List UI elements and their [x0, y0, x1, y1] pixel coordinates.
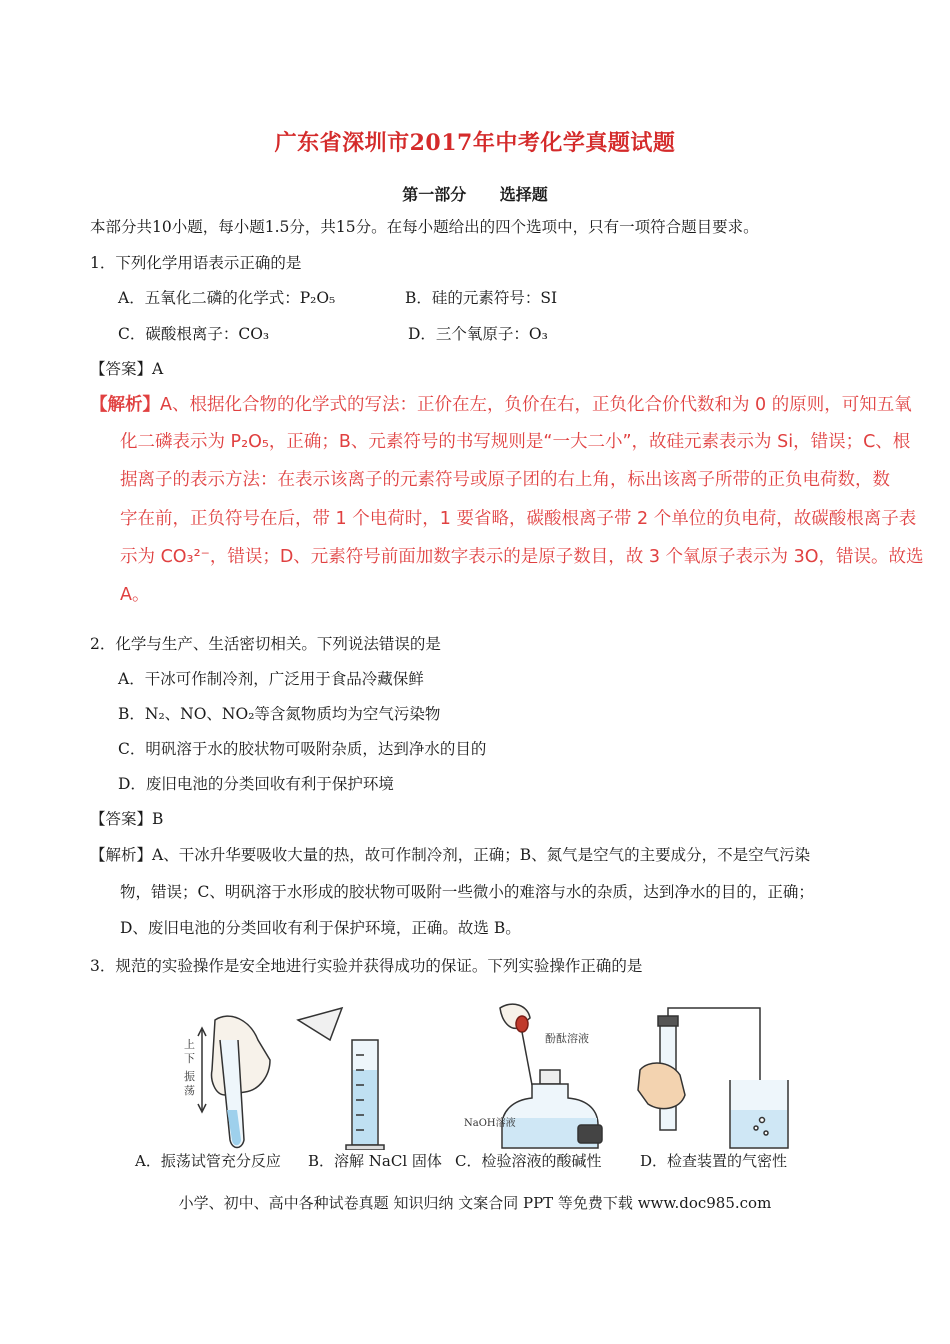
airtight-check-illustration [638, 1008, 788, 1148]
section-heading [0, 182, 950, 205]
q2-answer: 【答案】B [90, 810, 164, 828]
q2-stem: 2．化学与生产、生活密切相关。下列说法错误的是 [90, 635, 441, 653]
q3-figure [120, 1000, 820, 1185]
caption-d: D．检查装置的气密性 [640, 1152, 788, 1170]
shake-label-1: 上 [184, 1038, 195, 1051]
lab-illustrations [120, 1000, 820, 1150]
caption-c: C．检验溶液的酸碱性 [455, 1152, 602, 1170]
q1-analysis-line-2: 化二磷表示为 P₂O₅，正确；B、元素符号的书写规则是“一大二小”，故硅元素表示为 Si，错误；C、根 [120, 432, 911, 452]
q2-analysis-line-1: 【解析】A、干冰升华要吸收大量的热，故可作制冷剂，正确；B、氮气是空气的主要成分，不是空气污染 [90, 846, 811, 864]
q3-stem: 3．规范的实验操作是安全地进行实验并获得成功的保证。下列实验操作正确的是 [90, 957, 643, 975]
caption-b: B．溶解 NaCl 固体 [308, 1152, 442, 1170]
page-title: 广东省深圳市2017年中考化学真题试题 [274, 130, 676, 156]
phenolphthalein-label: 酚酞溶液 [545, 1032, 589, 1045]
q1-option-b: B．硅的元素符号：SI [405, 289, 558, 307]
q1-option-a: A．五氧化二磷的化学式：P₂O₅ [118, 289, 336, 307]
q1-analysis-line-1 [90, 391, 912, 416]
shake-label-2: 下 [184, 1052, 195, 1065]
shake-tube-illustration [198, 1016, 270, 1147]
q2-option-b: B．N₂、NO、NO₂等含氮物质均为空气污染物 [118, 705, 441, 723]
q1-analysis-line-4: 字在前，正负符号在后，带 1 个电荷时，1 要省略，碳酸根离子带 2 个单位的负电荷，故碳酸根离子表 [120, 509, 917, 529]
q1-answer: 【答案】A [90, 360, 164, 378]
naoh-label: NaOH溶液 [464, 1118, 516, 1129]
q2-option-c: C．明矾溶于水的胶状物可吸附杂质，达到净水的目的 [118, 740, 487, 758]
q1-analysis-line-3: 据离子的表示方法：在表示该离子的元素符号或原子团的右上角，标出该离子所带的正负电荷数，数 [120, 470, 890, 490]
q2-analysis-line-3: D、废旧电池的分类回收有利于保护环境，正确。故选 B。 [120, 919, 521, 937]
q1-analysis-head: 【解析】 [90, 395, 160, 415]
q1-option-d: D．三个氧原子：O₃ [408, 325, 548, 343]
shake-label-3: 振 [184, 1070, 195, 1083]
footer-text: 小学、初中、高中各种试卷真题 知识归纳 文案合同 PPT 等免费下载 www.doc985.com [178, 1194, 772, 1212]
q2-option-d: D．废旧电池的分类回收有利于保护环境 [118, 775, 394, 793]
part-label: 第一部分 [402, 185, 467, 204]
q1-stem: 1．下列化学用语表示正确的是 [90, 254, 302, 272]
q1-analysis-text-1: A、根据化合物的化学式的写法：正价在左，负价在右，正负化合价代数和为 0 的原则，可知五氧 [160, 395, 912, 415]
shake-label-4: 荡 [184, 1084, 195, 1097]
q1-option-c: C．碳酸根离子：CO₃ [118, 325, 270, 343]
cylinder-illustration [298, 1008, 384, 1150]
q2-option-a: A．干冰可作制冷剂，广泛用于食品冷藏保鲜 [118, 670, 424, 688]
q2-analysis-line-2: 物，错误；C、明矾溶于水形成的胶状物可吸附一些微小的难溶与水的杂质，达到净水的目的，正确； [120, 883, 814, 901]
q1-analysis-line-5: 示为 CO₃²⁻，错误；D、元素符号前面加数字表示的是原子数目，故 3 个氧原子表示为 3O，错误。故选 [120, 547, 924, 567]
part-name: 选择题 [499, 185, 548, 204]
q1-analysis-line-6: A。 [120, 585, 150, 605]
intro-text: 本部分共10小题，每小题1.5分，共15分。在每小题给出的四个选项中，只有一项符合题目要求。 [90, 218, 759, 236]
caption-a: A．振荡试管充分反应 [135, 1152, 281, 1170]
